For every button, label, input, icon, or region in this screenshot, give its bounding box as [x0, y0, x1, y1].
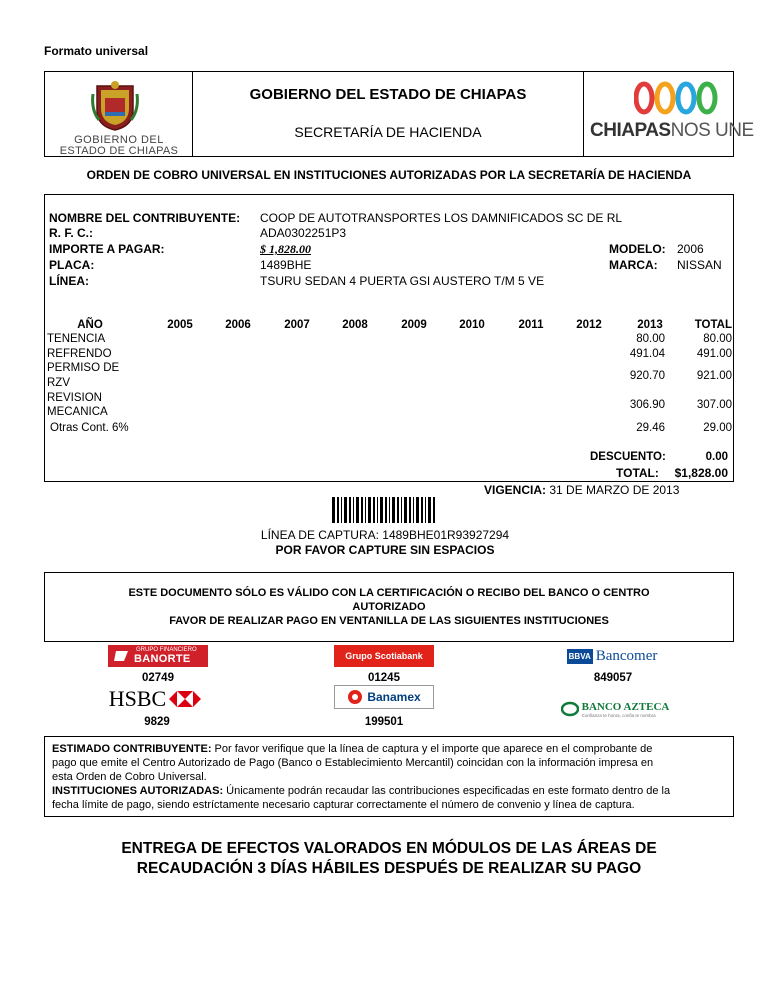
notice-line3: FAVOR DE REALIZAR PAGO EN VENTANILLA DE LAS SIGUIENTES INSTITUCIONES [169, 615, 609, 627]
total-label: TOTAL: [616, 466, 659, 480]
hsbc-hexagon-icon [169, 691, 201, 707]
modelo-label: MODELO: [609, 242, 666, 256]
captura-line: LÍNEA DE CAPTURA: 1489BHE01R93927294 [260, 528, 510, 542]
notice-line2: AUTORIZADO [352, 601, 426, 613]
row-total: 921.00 [696, 370, 732, 382]
total-header: TOTAL [694, 319, 732, 331]
rfc-value: ADA0302251P3 [260, 226, 347, 240]
importe-label: IMPORTE A PAGAR: [49, 242, 165, 256]
descuento-label: DESCUENTO: [590, 451, 666, 463]
info-p1-line2: pago que emite el Centro Autorizado de Pago (Banco o Establecimiento Mercantil) coincidan con la información impresa en [52, 757, 654, 769]
vigencia [484, 483, 679, 497]
info-p1-line3: esta Orden de Cobro Universal. [52, 771, 207, 783]
bank-code: 01245 [368, 672, 400, 684]
state-logo-panel [45, 72, 193, 156]
banco-azteca-logo: BANCO AZTECA Confianza te honra, confia te nombra [560, 696, 670, 722]
row-label: REVISION [47, 392, 102, 404]
modelo-value: 2006 [677, 242, 704, 256]
row-total: 307.00 [696, 399, 732, 411]
barcode-icon [332, 497, 438, 523]
row-total: 491.00 [696, 348, 732, 360]
year-col: 2012 [576, 319, 602, 331]
azteca-mark-icon [561, 700, 579, 718]
rfc-label: R. F. C.: [49, 226, 93, 240]
year-col: 2008 [342, 319, 368, 331]
row-label: TENENCIA [47, 333, 106, 345]
banamex-mark-icon [347, 689, 363, 705]
row-label: Otras Cont. 6% [50, 422, 129, 434]
chiapas-nos-une-text: CHIAPASNOS UNE [590, 120, 754, 141]
bank-code: 849057 [593, 672, 633, 684]
bank-code: 199501 [364, 716, 404, 728]
row-total: 29.00 [703, 422, 732, 434]
row-total: 80.00 [703, 333, 732, 345]
hsbc-logo: HSBC [105, 686, 205, 712]
year-col: 2010 [459, 319, 485, 331]
info-p2-line1: INSTITUCIONES AUTORIZADAS: Únicamente podrán recaudar las contribuciones especificadas en este formato dentro de la [52, 785, 671, 797]
year-col: 2011 [518, 319, 544, 331]
name-label: NOMBRE DEL CONTRIBUYENTE: [49, 211, 241, 225]
year-col: 2013 [637, 319, 663, 331]
linea-label: LÍNEA: [49, 274, 89, 288]
state-logo-line1: GOBIERNO DEL [74, 134, 164, 146]
format-label: Formato universal [44, 44, 149, 58]
placa-label: PLACA: [49, 258, 95, 272]
bank-code: 9829 [144, 716, 170, 728]
info-p2-line2: fecha límite de pago, siendo estríctamente necesario capturar correctamente el número de convenio y línea de captura. [52, 799, 635, 811]
bank-code: 02749 [142, 672, 174, 684]
row-label: REFRENDO [47, 348, 112, 360]
rings-icon [634, 80, 718, 116]
notice-line1: ESTE DOCUMENTO SÓLO ES VÁLIDO CON LA CERTIFICACIÓN O RECIBO DEL BANCO O CENTRO [128, 587, 650, 599]
descuento-value: 0.00 [705, 451, 728, 463]
name-value: COOP DE AUTOTRANSPORTES LOS DAMNIFICADOS SC DE RL [260, 211, 623, 225]
notice-box [44, 572, 734, 642]
row-label: MECANICA [47, 406, 108, 418]
captura-note: POR FAVOR CAPTURE SIN ESPACIOS [275, 543, 495, 557]
footer-line1: ENTREGA DE EFECTOS VALORADOS EN MÓDULOS DE LAS ÁREAS DE [121, 840, 657, 857]
row-value-2013: 491.04 [629, 348, 665, 360]
row-value-2013: 29.46 [636, 422, 665, 434]
scotiabank-logo: Grupo Scotiabank [334, 645, 434, 667]
vigencia-label: VIGENCIA: [484, 483, 547, 497]
year-col: 2005 [167, 319, 193, 331]
header-box [44, 71, 754, 157]
placa-value: 1489BHE [260, 258, 312, 272]
row-label: PERMISO DE [47, 362, 120, 374]
row-label: RZV [47, 377, 70, 389]
year-col: 2009 [401, 319, 427, 331]
marca-value: NISSAN [677, 258, 722, 272]
secretaria-title: SECRETARÍA DE HACIENDA [294, 124, 482, 140]
footer-line2: RECAUDACIÓN 3 DÍAS HÁBILES DESPUÉS DE REALIZAR SU PAGO [136, 860, 642, 877]
vigencia-value: 31 DE MARZO DE 2013 [549, 483, 680, 497]
chiapas-nos-une-logo [583, 72, 754, 156]
bancomer-logo: BBVA Bancomer [568, 647, 658, 664]
banorte-mark-icon [114, 649, 130, 663]
row-value-2013: 306.90 [629, 399, 665, 411]
info-box [44, 736, 734, 817]
linea-value: TSURU SEDAN 4 PUERTA GSI AUSTERO T/M 5 VE [260, 274, 545, 288]
year-col: 2006 [225, 319, 251, 331]
importe-value: $ 1,828.00 [260, 242, 311, 256]
banorte-logo: GRUPO FINANCIERO BANORTE [108, 645, 208, 667]
row-value-2013: 80.00 [636, 333, 665, 345]
year-col: 2007 [284, 319, 310, 331]
marca-label: MARCA: [609, 258, 658, 272]
info-p1-line1: ESTIMADO CONTRIBUYENTE: Por favor verifique que la línea de captura y el importe que aparece en el comprobante de [52, 743, 653, 755]
order-title: ORDEN DE COBRO UNIVERSAL EN INSTITUCIONES AUTORIZADAS POR LA SECRETARÍA DE HACIENDA [86, 168, 692, 182]
banamex-logo: Banamex [334, 685, 434, 709]
state-logo-line2: ESTADO DE CHIAPAS [59, 145, 179, 157]
row-value-2013: 920.70 [629, 370, 665, 382]
year-header: AÑO [77, 319, 103, 331]
gov-title: GOBIERNO DEL ESTADO DE CHIAPAS [249, 86, 527, 103]
total-value: $1,828.00 [674, 466, 728, 480]
coat-of-arms-icon [91, 80, 139, 132]
